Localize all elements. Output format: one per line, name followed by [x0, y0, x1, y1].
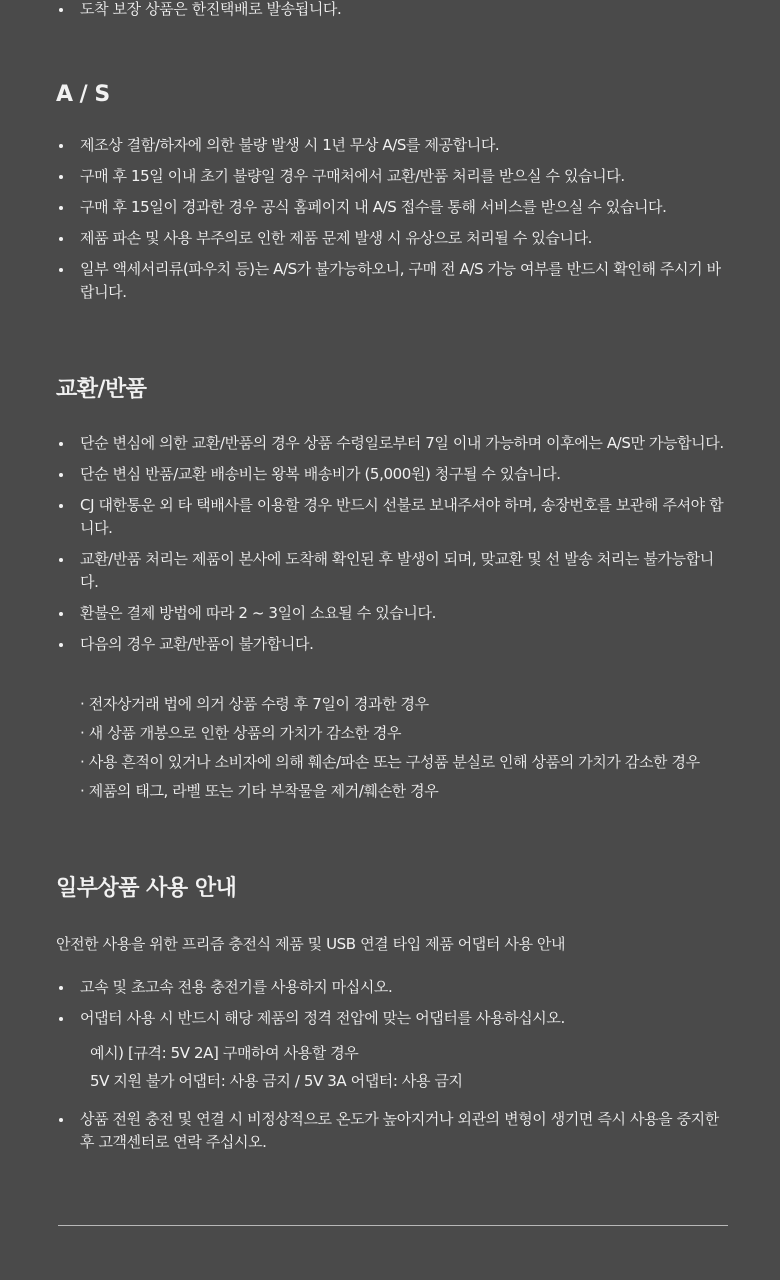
usage-list-last: [56, 1108, 726, 1162]
exclusion-item: · 사용 흔적이 있거나 소비자에 의해 훼손/파손 또는 구성품 분실로 인해 상품의 가치가 감소한 경우: [80, 753, 700, 771]
as-item: 제품 파손 및 사용 부주의로 인한 제품 문제 발생 시 유상으로 처리될 수 있습니다.: [56, 227, 726, 250]
as-section-title: A / S: [56, 82, 110, 107]
as-item: 일부 액세서리류(파우치 등)는 A/S가 불가능하오니, 구매 전 A/S 가능 여부를 반드시 확인해 주시기 바랍니다.: [56, 258, 726, 304]
shipping-note: 도착 보장 상품은 한진택배로 발송됩니다.: [56, 0, 726, 21]
usage-item: 어댑터 사용 시 반드시 해당 제품의 정격 전압에 맞는 어댑터를 사용하십시오.: [56, 1007, 726, 1030]
exclusion-item: · 제품의 태그, 라벨 또는 기타 부착물을 제거/훼손한 경우: [80, 782, 439, 800]
shipping-note-list: [56, 0, 726, 29]
usage-example-line-1: 예시) [규격: 5V 2A] 구매하여 사용할 경우: [90, 1044, 359, 1062]
exclusion-item: · 전자상거래 법에 의거 상품 수령 후 7일이 경과한 경우: [80, 695, 429, 713]
exchange-section-title: 교환/반품: [56, 377, 147, 402]
exclusion-item: · 새 상품 개봉으로 인한 상품의 가치가 감소한 경우: [80, 724, 402, 742]
exchange-item: 환불은 결제 방법에 따라 2 ~ 3일이 소요될 수 있습니다.: [56, 602, 726, 625]
exchange-item: 교환/반품 처리는 제품이 본사에 도착해 확인된 후 발생이 되며, 맞교환 및 선 발송 처리는 불가능합니다.: [56, 548, 726, 594]
usage-intro: 안전한 사용을 위한 프리즘 충전식 제품 및 USB 연결 타입 제품 어댑터 사용 안내: [56, 935, 566, 953]
exchange-item: 다음의 경우 교환/반품이 불가합니다.: [56, 633, 726, 656]
exchange-item: 단순 변심 반품/교환 배송비는 왕복 배송비가 (5,000원) 청구될 수 있습니다.: [56, 463, 726, 486]
as-item: 제조상 결함/하자에 의한 불량 발생 시 1년 무상 A/S를 제공합니다.: [56, 134, 726, 157]
exchange-list: [56, 432, 726, 664]
usage-example-line-2: 5V 지원 불가 어댑터: 사용 금지 / 5V 3A 어댑터: 사용 금지: [90, 1072, 463, 1090]
exchange-item: CJ 대한통운 외 타 택배사를 이용할 경우 반드시 선불로 보내주셔야 하며, 송장번호를 보관해 주셔야 합니다.: [56, 494, 726, 540]
as-list: [56, 134, 726, 312]
as-item: 구매 후 15일 이내 초기 불량일 경우 구매처에서 교환/반품 처리를 받으실 수 있습니다.: [56, 165, 726, 188]
as-item: 구매 후 15일이 경과한 경우 공식 홈페이지 내 A/S 접수를 통해 서비스를 받으실 수 있습니다.: [56, 196, 726, 219]
exchange-exclusion-list: [80, 693, 760, 809]
usage-list: [56, 976, 726, 1038]
usage-item: 상품 전원 충전 및 연결 시 비정상적으로 온도가 높아지거나 외관의 변형이 생기면 즉시 사용을 중지한 후 고객센터로 연락 주십시오.: [56, 1108, 726, 1154]
usage-section-title: 일부상품 사용 안내: [56, 876, 237, 901]
divider: [58, 1225, 728, 1226]
usage-item: 고속 및 초고속 전용 충전기를 사용하지 마십시오.: [56, 976, 726, 999]
exchange-item: 단순 변심에 의한 교환/반품의 경우 상품 수령일로부터 7일 이내 가능하며 이후에는 A/S만 가능합니다.: [56, 432, 726, 455]
